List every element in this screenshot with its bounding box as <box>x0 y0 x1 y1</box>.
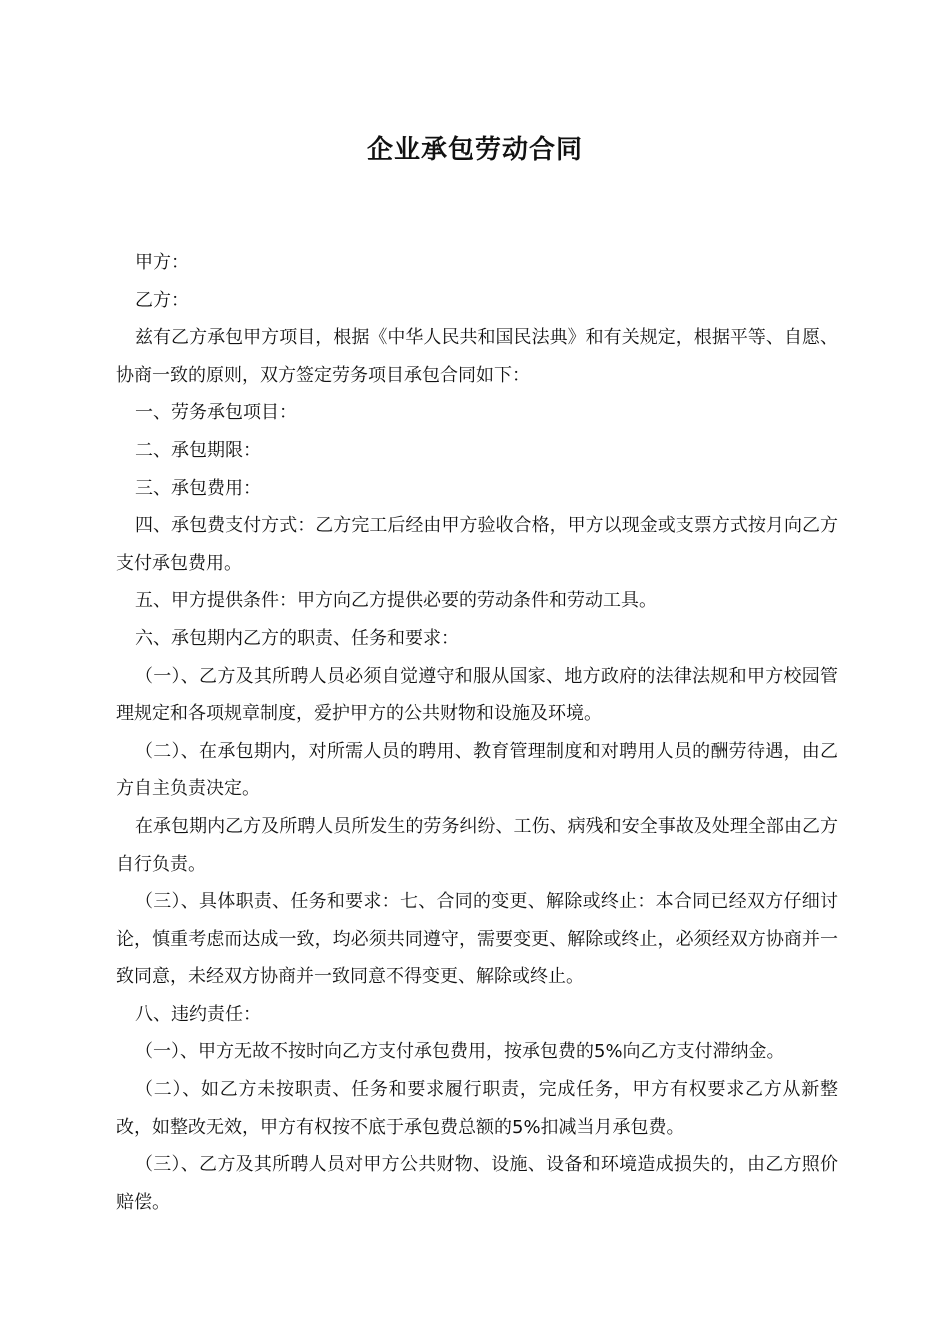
paragraph-item-6: 六、承包期内乙方的职责、任务和要求： <box>135 627 459 649</box>
paragraph-item-6-note: 在承包期内乙方及所聘人员所发生的劳务纠纷、工伤、病残和安全事故及处理全部由乙方自行负责。 <box>116 815 838 875</box>
paragraph-party-b: 乙方： <box>135 289 189 311</box>
paragraph-item-6-1: （一）、乙方及其所聘人员必须自觉遵守和服从国家、地方政府的法律法规和甲方校园管理规定和各项规章制度，爱护甲方的公共财物和设施及环境。 <box>116 665 838 725</box>
paragraph-item-8-3: （三）、乙方及其所聘人员对甲方公共财物、设施、设备和环境造成损失的，由乙方照价赔偿。 <box>116 1154 838 1213</box>
document-body <box>116 244 838 1221</box>
paragraph-item-4: 四、承包费支付方式：乙方完工后经由甲方验收合格，甲方以现金或支票方式按月向乙方支付承包费用。 <box>116 515 838 574</box>
paragraph-item-8-2: （二）、如乙方未按职责、任务和要求履行职责，完成任务，甲方有权要求乙方从新整改，如整改无效，甲方有权按不底于承包费总额的5%扣减当月承包费。 <box>116 1079 838 1138</box>
paragraph-item-3: 三、承包费用： <box>135 477 261 499</box>
paragraph-party-a: 甲方： <box>135 252 189 273</box>
paragraph-preamble: 兹有乙方承包甲方项目，根据《中华人民共和国民法典》和有关规定，根据平等、自愿、协商一致的原则，双方签定劳务项目承包合同如下： <box>116 327 838 386</box>
paragraph-item-8-1: （一）、甲方无故不按时向乙方支付承包费用，按承包费的5%向乙方支付滞纳金。 <box>135 1041 785 1063</box>
paragraph-item-6-3: （三）、具体职责、任务和要求：七、合同的变更、解除或终止：本合同已经双方仔细讨论，慎重考虑而达成一致，均必须共同遵守，需要变更、解除或终止，必须经双方协商并一致同意，未经双方协商并一致同意不得变更、解除或终止。 <box>116 891 838 988</box>
paragraph-item-8: 八、违约责任： <box>135 1003 261 1025</box>
paragraph-item-1: 一、劳务承包项目： <box>135 402 297 424</box>
document-title: 企业承包劳动合同 <box>366 135 583 165</box>
paragraph-item-5: 五、甲方提供条件：甲方向乙方提供必要的劳动条件和劳动工具。 <box>135 590 657 612</box>
paragraph-item-2: 二、承包期限： <box>135 439 261 461</box>
paragraph-item-6-2: （二）、在承包期内，对所需人员的聘用、教育管理制度和对聘用人员的酬劳待遇，由乙方自主负责决定。 <box>116 740 838 800</box>
